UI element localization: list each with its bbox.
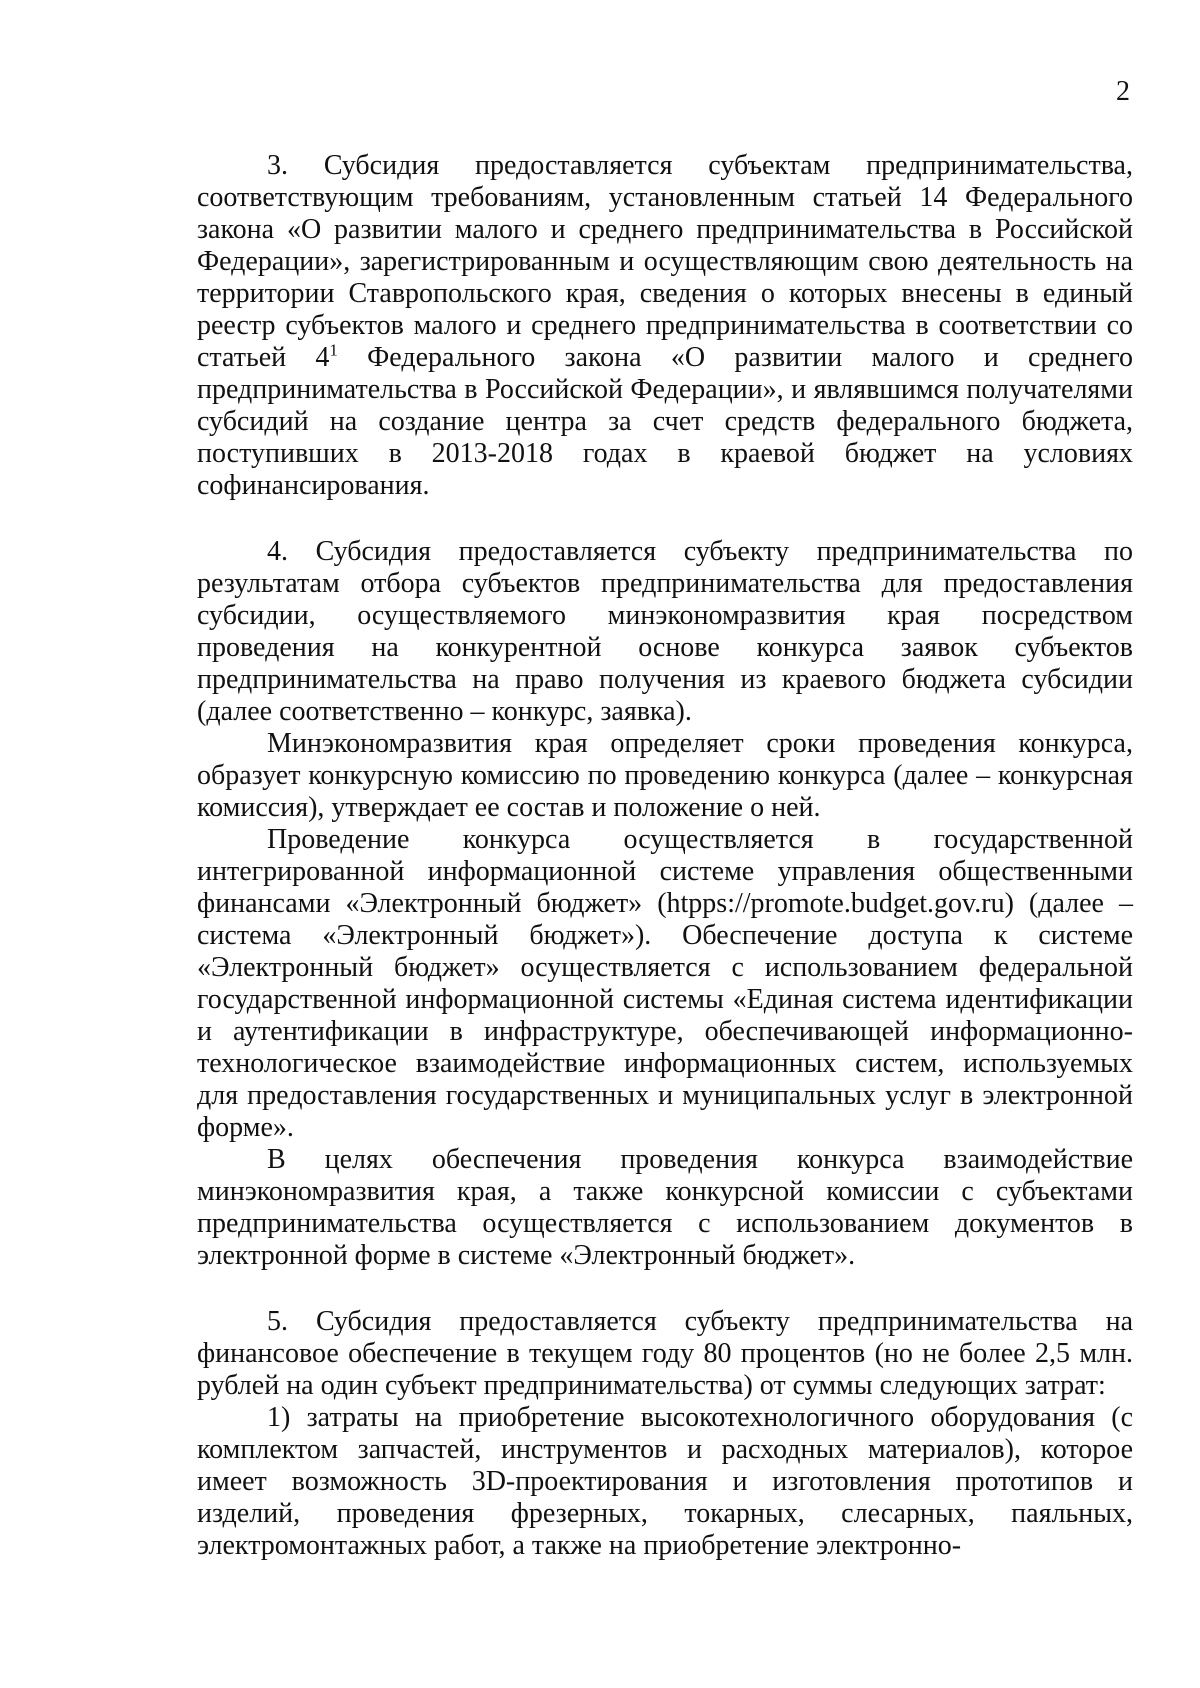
paragraph-4-interaction: В целях обеспечения проведения конкурса взаимодействие минэкономразвития края, а также конкурсной комиссии с субъектами предпринимательства осуществляется с использованием документов в электронной форме в системе «Электронный бюджет».	[197, 1144, 1133, 1271]
paragraph-4-system: Проведение конкурса осуществляется в государственной интегрированной информационной системе управления общественными финансами «Электронный бюджет» (htpps://promote.budget.gov.ru) (далее – система «Электронный бюджет»). Обеспечение доступа к системе «Электронный бюджет» осуществляется с использованием федеральной государственной информационной системы «Единая система идентификации и аутентификации в инфраструктуре, обеспечивающей информационно-технологическое взаимодействие информационных систем, используемых для предоставления государственных и муниципальных услуг в электронной форме».	[197, 824, 1133, 1143]
document-body	[197, 150, 1133, 1562]
paragraph-3	[197, 150, 1133, 502]
paragraph-3-text: 3. Субсидия предоставляется субъектам предпринимательства, соответствующим требованиям, установленным статьей 14 Федерального закона «О развитии малого и среднего предпринимательства в Российской Федерации», зарегистрированным и осуществляющим свою деятельность на территории Ставропольского края, сведения о которых внесены в единый реестр субъектов малого и среднего предпринимательства в соответствии со статьей 4	[197, 150, 1133, 373]
page-number: 2	[1116, 76, 1130, 107]
paragraph-3-continuation: Федерального закона «О развитии малого и среднего предпринимательства в Российской Федерации», и являвшимся получателями субсидий на создание центра за счет средств федерального бюджета, поступивших в 2013-2018 годах в краевой бюджет на условиях софинансирования.	[197, 342, 1133, 501]
paragraph-5-item-1: 1) затраты на приобретение высокотехнологичного оборудования (с комплектом запчастей, инструментов и расходных материалов), которое имеет возможность 3D-проектирования и изготовления прототипов и изделий, проведения фрезерных, токарных, слесарных, паяльных, электромонтажных работ, а также на приобретение электронно-	[197, 1402, 1133, 1561]
paragraph-5: 5. Субсидия предоставляется субъекту предпринимательства на финансовое обеспечение в текущем году 80 процентов (но не более 2,5 млн. рублей на один субъект предпринимательства) от суммы следующих затрат:	[197, 1306, 1133, 1401]
article-superscript: 1	[329, 340, 338, 360]
paragraph-4: 4. Субсидия предоставляется субъекту предпринимательства по результатам отбора субъектов предпринимательства для предоставления субсидии, осуществляемого минэкономразвития края посредством проведения на конкурентной основе конкурса заявок субъектов предпринимательства на право получения из краевого бюджета субсидии (далее соответственно – конкурс, заявка).	[197, 536, 1133, 727]
paragraph-4-terms: Минэкономразвития края определяет сроки проведения конкурса, образует конкурсную комиссию по проведению конкурса (далее – конкурсная комиссия), утверждает ее состав и положение о ней.	[197, 728, 1133, 823]
